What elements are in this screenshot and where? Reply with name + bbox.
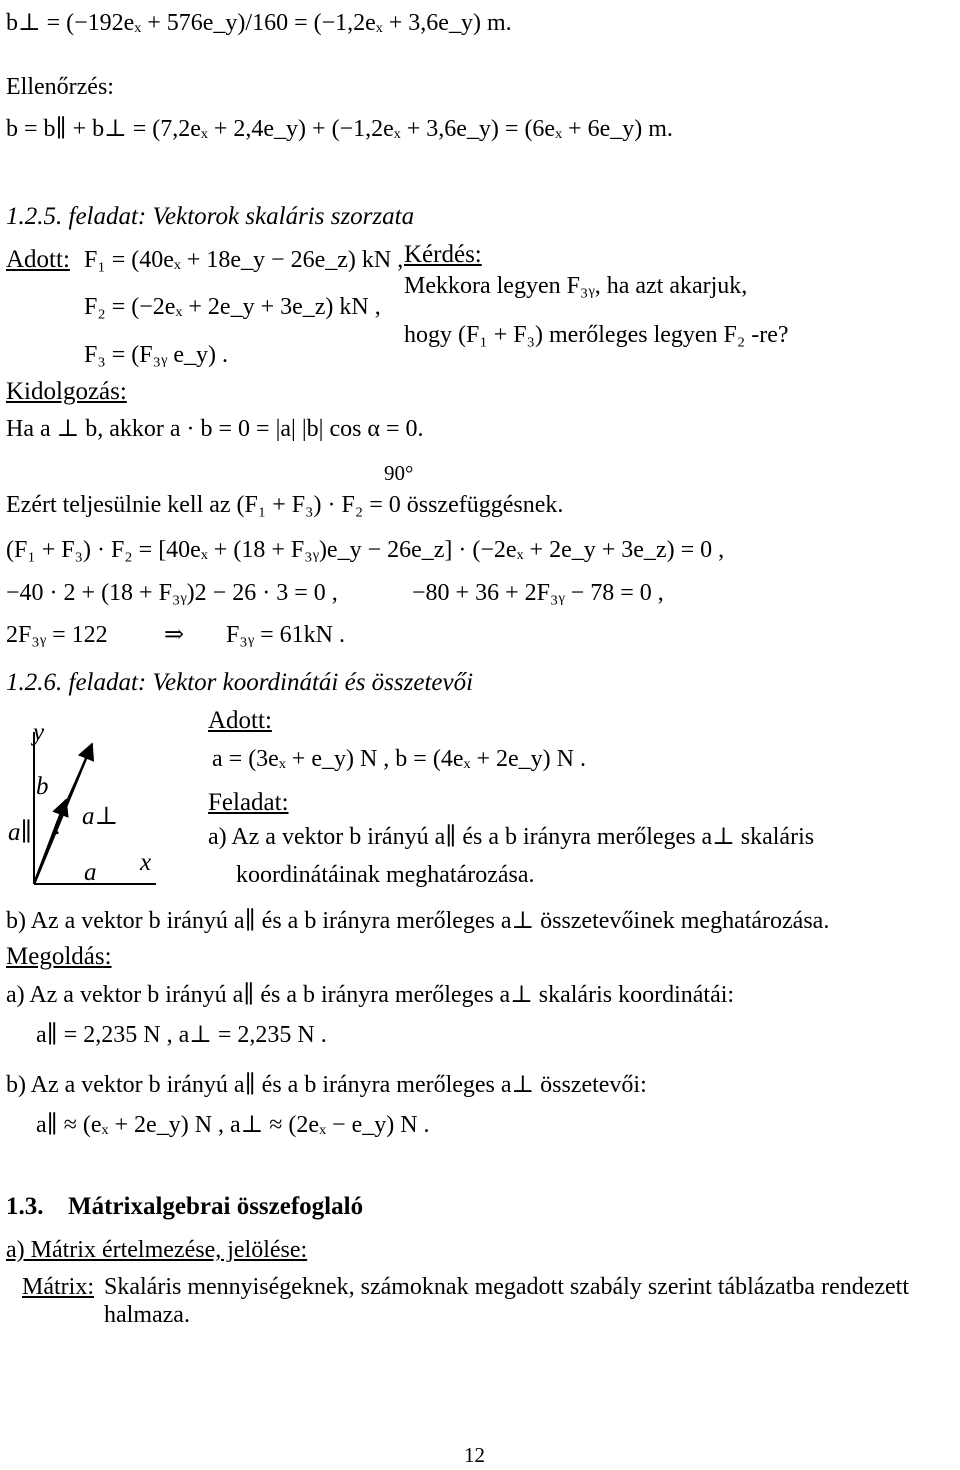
kerdes-label: Kérdés: bbox=[404, 241, 482, 268]
fig-label-a-par: a∥ bbox=[8, 819, 33, 846]
ezert-line: Ezért teljesülnie kell az (F₁ + F₃) · F₂ = 0 összefüggésnek. bbox=[6, 492, 564, 518]
calc-right: −80 + 36 + 2F₃ᵧ − 78 = 0 , bbox=[412, 580, 664, 606]
solution-b-values: a∥ ≈ (eₓ + 2e_y) N , a⊥ ≈ (2eₓ − e_y) N . bbox=[36, 1112, 430, 1138]
calc-left: −40 · 2 + (18 + F₃ᵧ)2 − 26 · 3 = 0 , bbox=[6, 580, 338, 606]
task-a-line-2: koordinátáinak meghatározása. bbox=[236, 862, 535, 888]
result-right: F₃ᵧ = 61kN . bbox=[226, 622, 345, 648]
page-number: 12 bbox=[464, 1443, 485, 1467]
kerdes-line-2: hogy (F₁ + F₃) merőleges legyen F₂ -re? bbox=[404, 322, 789, 348]
alpha-value: 90° bbox=[384, 461, 414, 485]
adott-label-126: Adott: bbox=[208, 707, 272, 734]
solution-a-values: a∥ = 2,235 N , a⊥ = 2,235 N . bbox=[36, 1022, 327, 1048]
matrix-definition-line-2: halmaza. bbox=[104, 1302, 190, 1328]
matrix-definition-line-1: Skaláris mennyiségeknek, számoknak megadott szabály szerint táblázatba rendezett bbox=[104, 1274, 910, 1300]
megoldas-label: Megoldás: bbox=[6, 943, 112, 970]
fig-label-y: y bbox=[33, 719, 45, 746]
implies-arrow: ⇒ bbox=[164, 622, 185, 648]
solution-a-intro: a) Az a vektor b irányú a∥ és a b irányra merőleges a⊥ skaláris koordinátái: bbox=[6, 982, 735, 1008]
task-a-line-1: a) Az a vektor b irányú a∥ és a b irányra merőleges a⊥ skaláris bbox=[208, 824, 815, 850]
subsection-a bbox=[6, 1235, 307, 1265]
result-left: 2F₃ᵧ = 122 bbox=[6, 622, 108, 648]
given-f1: F₁ = (40eₓ + 18e_y − 26e_z) kN , bbox=[84, 247, 404, 273]
fig-dot: . bbox=[54, 813, 61, 840]
kerdes-line-1: Mekkora legyen F₃ᵧ, ha azt akarjuk, bbox=[404, 273, 748, 299]
section-title-13: Mátrixalgebrai összefoglaló bbox=[68, 1193, 364, 1220]
section-number-13: 1.3. bbox=[6, 1193, 44, 1220]
fig-label-x: x bbox=[140, 849, 152, 876]
check-equation: b = b∥ + b⊥ = (7,2eₓ + 2,4e_y) + (−1,2eₓ + 3,6e_y) = (6eₓ + 6e_y) m. bbox=[6, 116, 673, 142]
section-heading-125: 1.2.5. feladat: Vektorok skaláris szorzata bbox=[6, 203, 415, 230]
feladat-label: Feladat: bbox=[208, 789, 289, 816]
fig-label-a: a bbox=[84, 859, 97, 886]
ellenorzes-label: Ellenőrzés: bbox=[6, 74, 114, 100]
fig-label-a-perp: a⊥ bbox=[82, 803, 119, 830]
perpendicular-condition: Ha a ⊥ b, akkor a · b = 0 = |a| |b| cos α = 0. bbox=[6, 416, 424, 442]
subsection-a-text: a) Mátrix értelmezése, jelölése: bbox=[6, 1237, 308, 1263]
dot-product-expansion: (F₁ + F₃) · F₂ = [40eₓ + (18 + F₃ᵧ)e_y − 26e_z] · (−2eₓ + 2e_y + 3e_z) = 0 , bbox=[6, 537, 725, 563]
given-f2: F₂ = (−2eₓ + 2e_y + 3e_z) kN , bbox=[84, 294, 381, 320]
section-heading-126: 1.2.6. feladat: Vektor koordinátái és összetevői bbox=[6, 669, 474, 696]
solution-b-intro: b) Az a vektor b irányú a∥ és a b irányra merőleges a⊥ összetevői: bbox=[6, 1072, 647, 1098]
given-f3: F₃ = (F₃ᵧ e_y) . bbox=[84, 342, 228, 368]
equation-b-perp: b⊥ = (−192eₓ + 576e_y)/160 = (−1,2eₓ + 3,6e_y) m. bbox=[6, 10, 512, 36]
matrix-label: Mátrix: bbox=[22, 1274, 94, 1300]
kidolgozas-label: Kidolgozás: bbox=[6, 378, 127, 405]
task-b: b) Az a vektor b irányú a∥ és a b irányra merőleges a⊥ összetevőinek meghatározása. bbox=[6, 908, 830, 934]
adott-label-125: Adott: bbox=[6, 246, 70, 273]
fig-label-b: b bbox=[36, 773, 49, 800]
given-a-b: a = (3eₓ + e_y) N , b = (4eₓ + 2e_y) N . bbox=[212, 746, 586, 772]
